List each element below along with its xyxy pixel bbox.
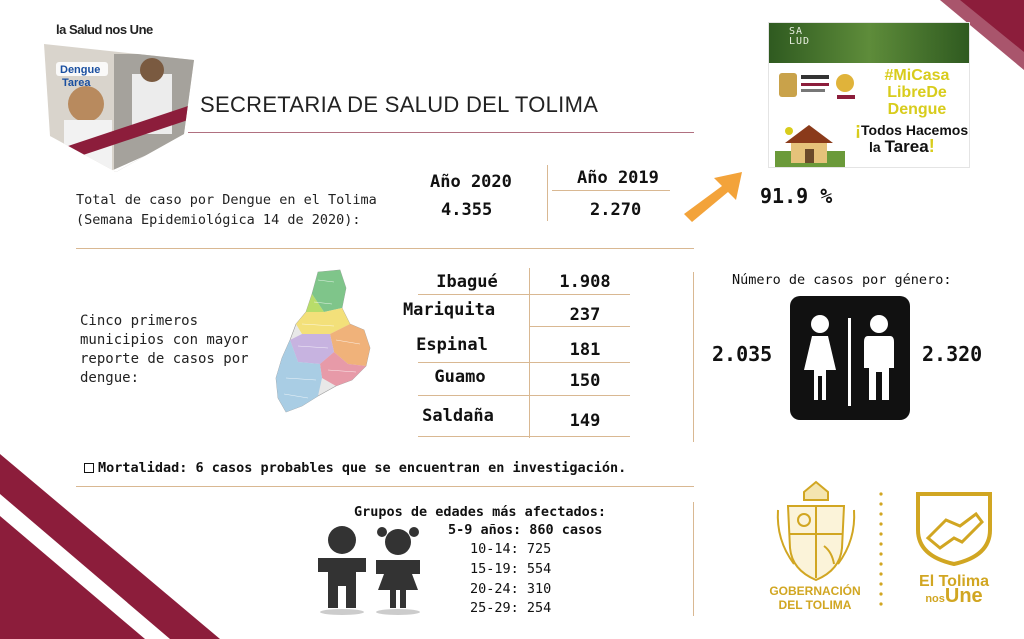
- age-groups-heading: Grupos de edades más afectados:: [354, 504, 606, 520]
- totals-label-line2: (Semana Epidemiológica 14 de 2020):: [76, 212, 361, 228]
- municipality-name-3: Espinal: [416, 335, 488, 355]
- year-2019-underline: [552, 190, 670, 191]
- corner-decoration-bottom-left: [0, 454, 220, 639]
- title-divider: [188, 132, 694, 133]
- increase-arrow-icon: [680, 168, 746, 226]
- campaign-banner: [768, 22, 970, 168]
- section-divider-vertical-2: [693, 502, 694, 616]
- male-cases-value: 2.320: [922, 342, 983, 366]
- age-group-line-4: 25-29: 254: [470, 600, 552, 616]
- age-group-top: 5-9 años: 860 casos: [448, 522, 603, 538]
- brand-title: la Salud nos Une: [56, 22, 153, 37]
- el-tolima-nos-une-logo-text: El Tolima nosUne: [919, 573, 989, 607]
- gender-label: Número de casos por género:: [732, 272, 952, 288]
- badge-text-dengue: Dengue: [60, 64, 101, 76]
- brand-badge: [30, 14, 210, 174]
- totals-label: [76, 190, 377, 230]
- campaign-slogan: ¡Todos Hacemos la Tarea!: [855, 119, 969, 156]
- campaign-banner-corner-text: SA LUD: [789, 26, 811, 47]
- gobernacion-logo-text: GOBERNACIÓN DEL TOLIMA: [769, 584, 861, 612]
- age-group-line-1: 10-14: 725: [470, 541, 552, 557]
- tolima-map: [272, 268, 376, 414]
- municipality-row-rule-5: [418, 436, 630, 437]
- brand-photo-emblem: [44, 44, 194, 174]
- municipality-value-3: 181: [569, 340, 601, 360]
- campaign-hashtag: #MiCasa LibreDe Dengue: [884, 67, 950, 118]
- section-divider-1: [76, 248, 694, 249]
- year-2020-value: 4.355: [441, 200, 493, 220]
- increase-percentage: 91.9 %: [760, 184, 833, 208]
- children-icon: [304, 524, 434, 616]
- age-group-line-3: 20-24: 310: [470, 581, 552, 597]
- checkbox-icon: [84, 463, 94, 473]
- municipality-row-rule-1: [418, 294, 630, 295]
- gobernacion-mini-logos: [775, 69, 865, 119]
- page-title: SECRETARIA DE SALUD DEL TOLIMA: [200, 92, 599, 117]
- municipality-row-rule-2: [530, 326, 630, 327]
- dotted-separator: [878, 490, 884, 614]
- year-2019-value: 2.270: [590, 200, 642, 220]
- age-group-line-2: 15-19: 554: [470, 561, 552, 577]
- municipality-name-1: Ibagué: [436, 272, 498, 292]
- totals-label-line1: Total de caso por Dengue en el Tolima: [76, 192, 377, 208]
- section-divider-vertical-1: [693, 272, 694, 442]
- year-2020-heading: Año 2020: [430, 172, 512, 192]
- section-divider-2: [76, 486, 694, 487]
- totals-column-divider: [547, 165, 548, 221]
- house-icon: [775, 121, 845, 167]
- municipality-name-5: Saldaña: [422, 406, 494, 426]
- mortality-note: Mortalidad: 6 casos probables que se encuentran en investigación.: [84, 460, 626, 476]
- gender-restroom-icon: [790, 296, 910, 420]
- female-cases-value: 2.035: [712, 342, 773, 366]
- municipality-value-2: 237: [569, 305, 601, 325]
- municipalities-label: Cinco primeros municipios con mayor reporte de casos por dengue:: [80, 313, 249, 386]
- municipality-row-rule-4: [418, 395, 630, 396]
- municipality-value-5: 149: [569, 411, 601, 431]
- gobernacion-coat-of-arms-icon: [774, 480, 858, 582]
- municipality-value-1: 1.908: [559, 272, 611, 292]
- municipality-row-rule-3: [418, 362, 630, 363]
- municipality-column-divider: [529, 268, 530, 438]
- badge-text-tarea: Tarea: [62, 77, 91, 89]
- female-male-icon: [790, 296, 910, 420]
- municipality-name-4: Guamo: [434, 367, 486, 387]
- handshake-icon: [910, 486, 998, 568]
- municipality-name-2: Mariquita: [402, 300, 496, 320]
- municipality-value-4: 150: [569, 371, 601, 391]
- year-2019-heading: Año 2019: [577, 168, 659, 188]
